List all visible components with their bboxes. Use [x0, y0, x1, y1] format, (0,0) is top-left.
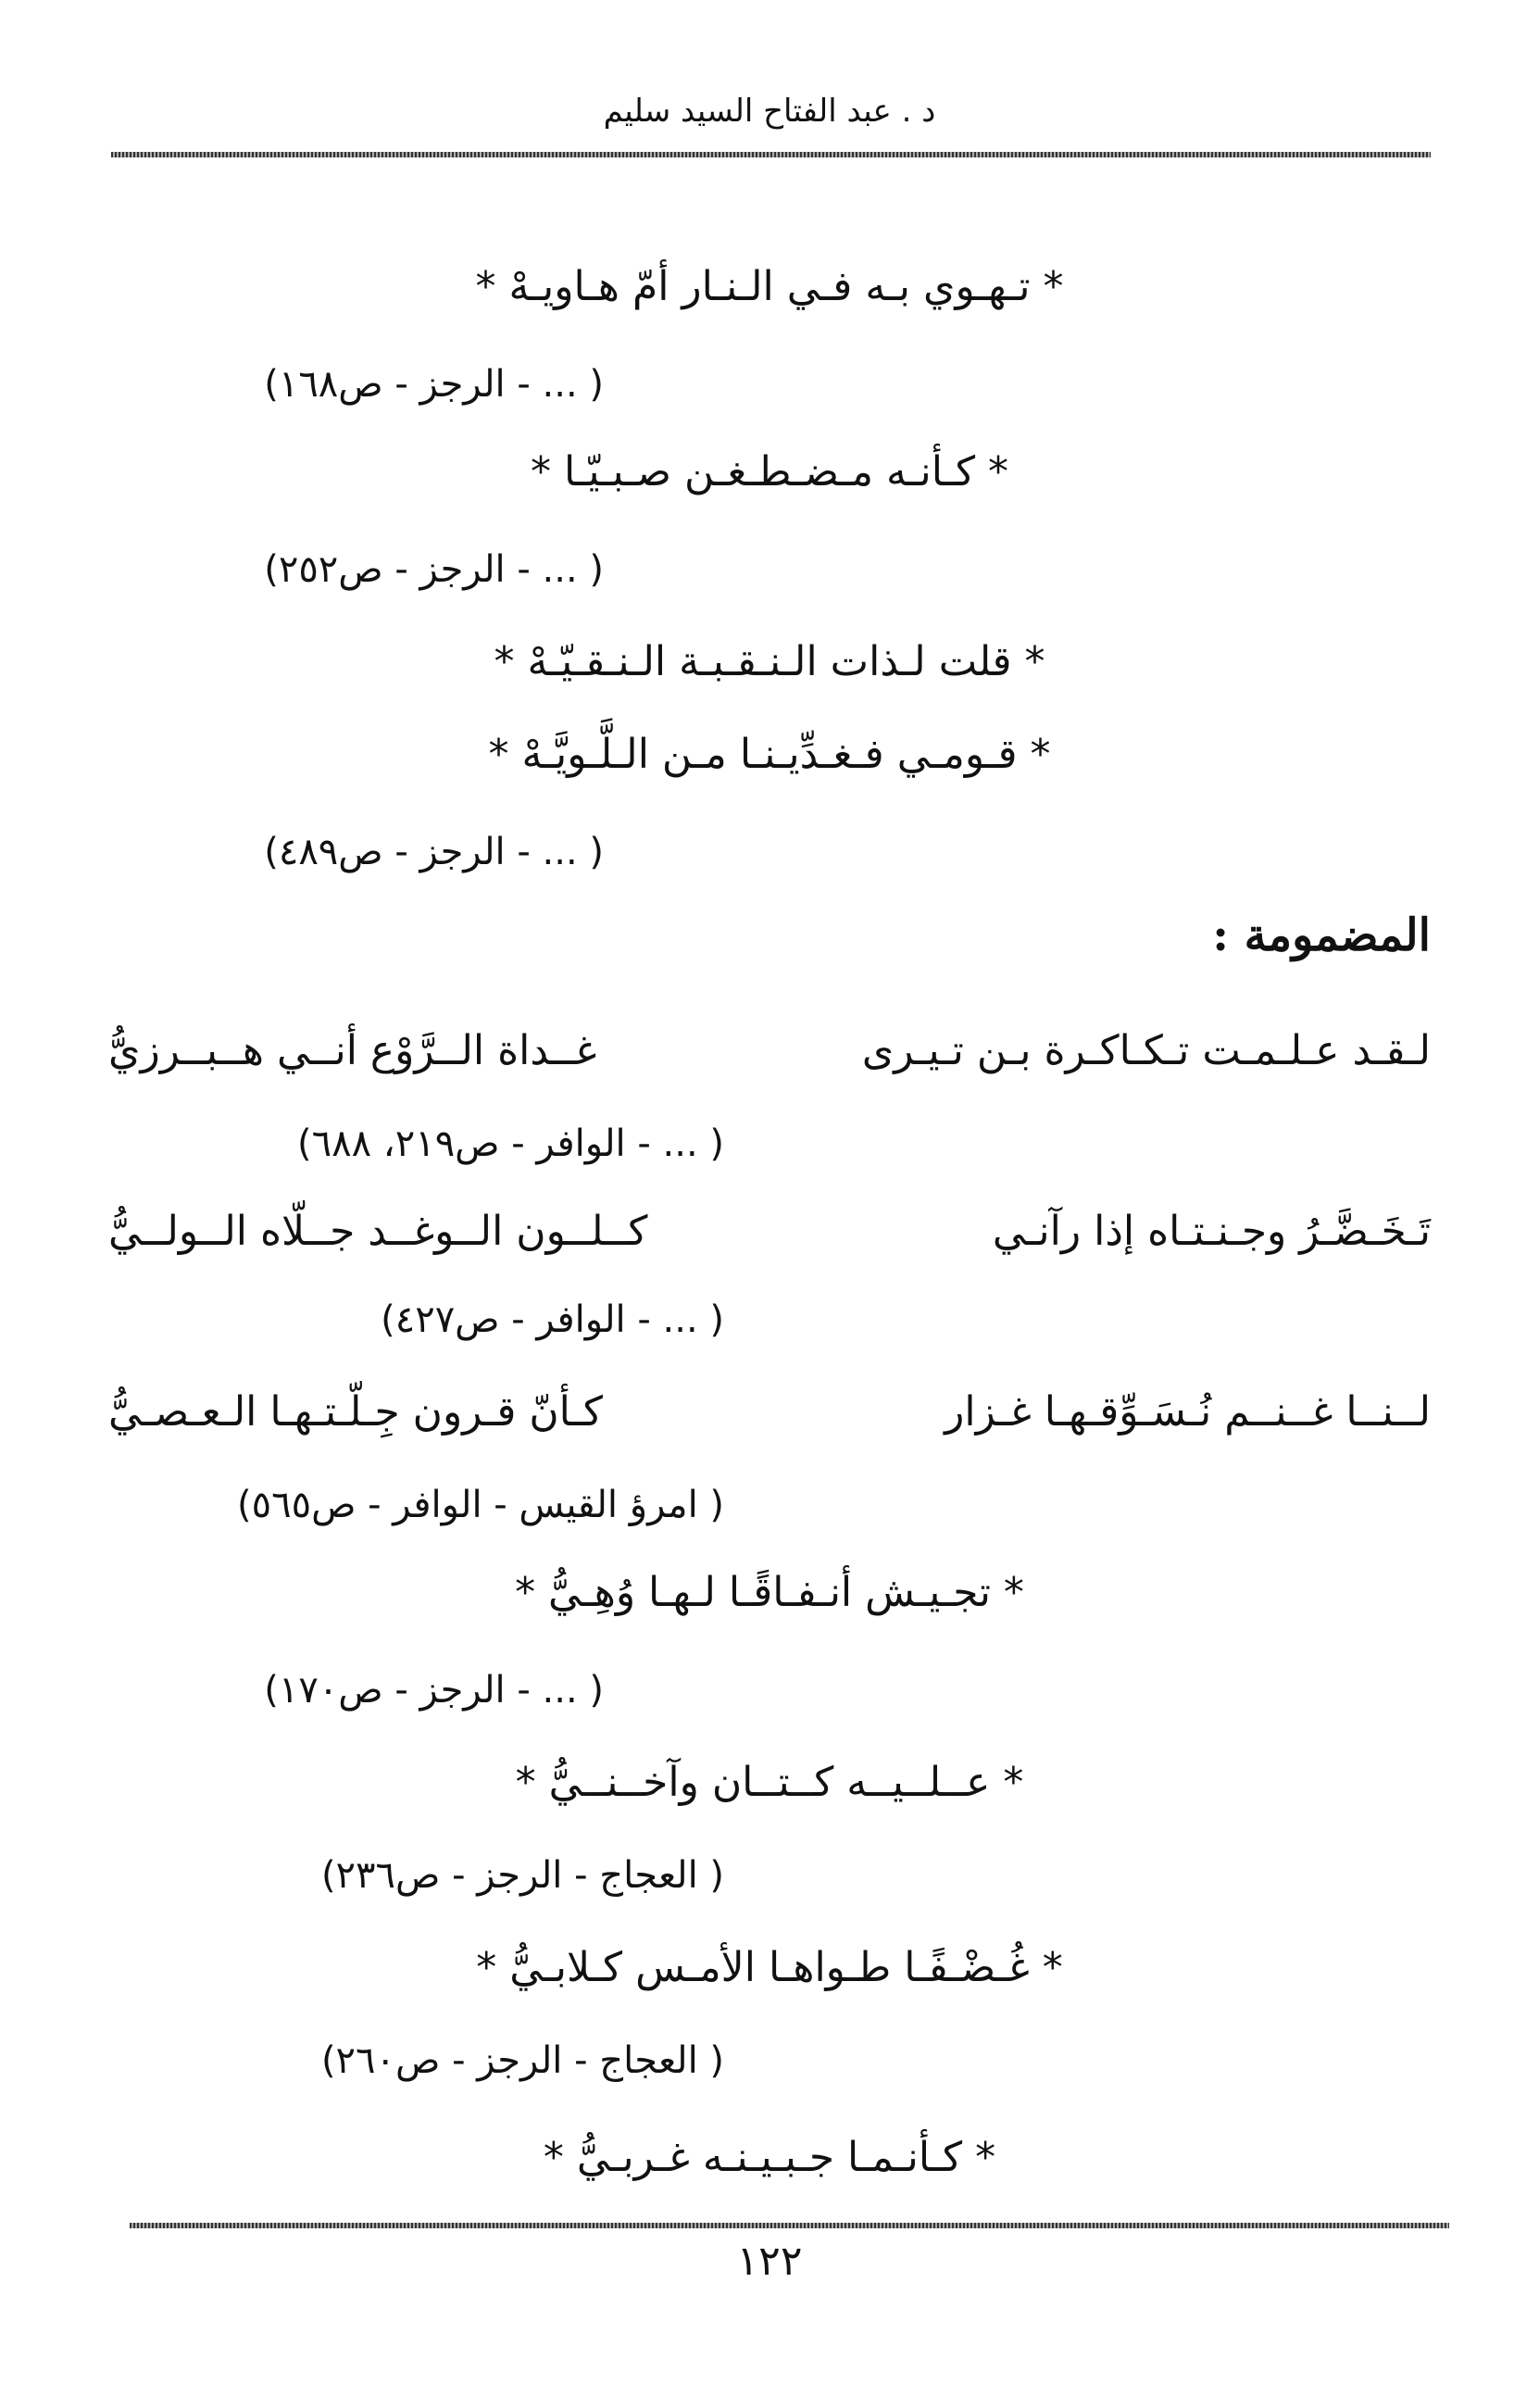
- verse-text: * تـهـوي بـه فـي الـنـار أمّ هـاويـهْ *: [475, 263, 1064, 310]
- verse-source: ( ... - الرجز - ص٢٥٢): [264, 548, 604, 591]
- hemistich-line: [0, 445, 1539, 500]
- verse-source: ( ... - الرجز - ص١٦٨): [264, 363, 604, 406]
- verse-text: * كـأنـه مـضـطـغـن صـبـيّـا *: [530, 448, 1008, 495]
- verse-first-hemistich: لــنــا غــنــم نُـسَـوِّقـهـا غـزار: [945, 1388, 1431, 1436]
- verse-first-hemistich: لـقـد عـلـمـت تـكـاكـرة بـن تـيـرى: [861, 1027, 1431, 1074]
- verse-text: * غُـضْـفًـا طـواهـا الأمـس كـلابـيُّ *: [476, 1944, 1063, 1991]
- verse-second-hemistich: غــداة الــرَّوْع أنــي هــبــرزيُّ: [108, 1027, 597, 1074]
- verse-source: ( ... - الرجز - ص٤٨٩): [264, 831, 604, 873]
- verse-source: ( امرؤ القيس - الوافر - ص٥٦٥): [237, 1484, 724, 1526]
- verse-source: ( العجاج - الرجز - ص٢٣٦): [320, 1854, 724, 1897]
- header-rule: [111, 152, 1431, 157]
- hemistich-line: [0, 259, 1539, 315]
- verse-second-hemistich: كـأنّ قـرون جِـلّـتـهـا الـعـصـيُّ: [108, 1388, 603, 1436]
- verse-text: * قـومـي فـغـدِّيـنـا مـن الـلَّـويَّـهْ *: [488, 731, 1051, 778]
- footer-rule: [130, 2223, 1449, 2228]
- hemistich-line: [0, 1940, 1539, 1996]
- hemistich-line: [0, 634, 1539, 690]
- verse-second-hemistich: كــلــون الــوغــد جــلّاه الــولــيُّ: [108, 1208, 648, 1255]
- verse-text: * تجـيـش أنـفـاقًـا لـهـا وُهِـيُّ *: [515, 1569, 1024, 1616]
- hemistich-line: [0, 1755, 1539, 1811]
- verse-source: ( العجاج - الرجز - ص٢٦٠): [320, 2039, 724, 2082]
- hemistich-line: [0, 1565, 1539, 1621]
- verse-source: ( ... - الرجز - ص١٧٠): [264, 1669, 604, 1712]
- hemistich-line: [0, 2130, 1539, 2186]
- verse-text: * كـأنـمـا جـبـيـنـه غـربـيُّ *: [543, 2134, 996, 2181]
- verse-source: ( ... - الوافر - ص٤٢٧): [381, 1298, 724, 1341]
- verse-first-hemistich: تَـخَـضَّـرُ وجـنـتـاه إذا رآنـي: [992, 1208, 1431, 1255]
- running-header: د . عبد الفتاح السيد سليم: [603, 93, 936, 130]
- hemistich-line: [0, 727, 1539, 783]
- verse-source: ( ... - الوافر - ص٢١٩، ٦٨٨): [297, 1122, 724, 1165]
- verse-text: * قلت لـذات الـنـقـبـة الـنـقـيّـهْ *: [494, 638, 1045, 685]
- verse-text: * عــلــيــه كــتــان وآخــنــيُّ *: [515, 1759, 1024, 1806]
- section-heading: المضمومة :: [1212, 909, 1431, 961]
- page-number: ١٢٢: [736, 2238, 803, 2285]
